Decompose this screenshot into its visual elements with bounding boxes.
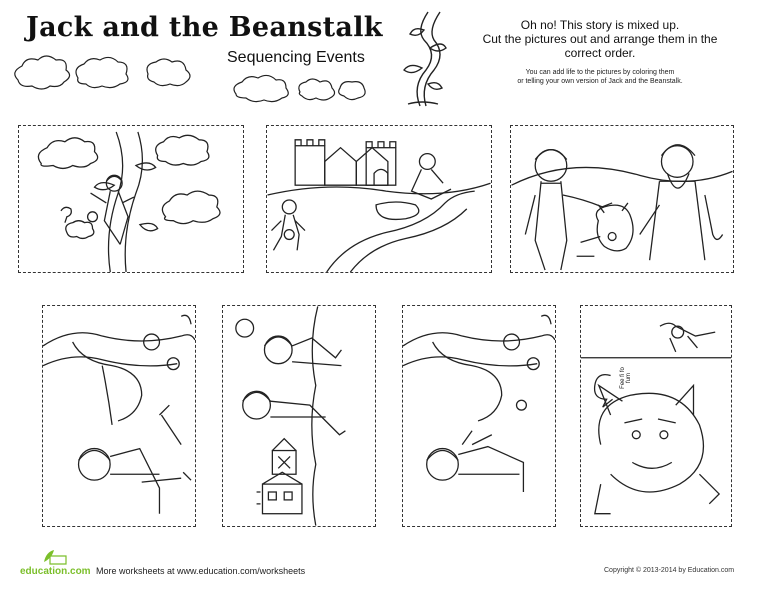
instructions-line-3: correct order. [564, 46, 636, 60]
footer-more-worksheets-link[interactable]: More worksheets at www.education.com/worksheets [96, 566, 306, 576]
giant-speech-bubble-text: Fee fi fo fum [620, 367, 632, 389]
instructions-line-2: Cut the pictures out and arrange them in the [482, 32, 718, 46]
jack-trades-cow-illustration [511, 126, 733, 272]
jack-climbing-beanstalk-illustration [19, 126, 243, 272]
instructions-small-line-2: or telling your own version of Jack and the Beanstalk. [517, 78, 683, 85]
giant-roars-illustration [581, 306, 731, 526]
story-card-2[interactable] [266, 125, 492, 273]
instructions-small [470, 68, 730, 86]
page-subtitle: Sequencing Events [227, 49, 365, 66]
story-card-1[interactable] [18, 125, 244, 273]
jack-chops-beanstalk-illustration [43, 306, 195, 526]
jack-and-mother-farm-illustration [223, 306, 375, 526]
story-card-4[interactable] [42, 305, 196, 527]
instructions-small-line-1: You can add life to the pictures by coloring them [525, 69, 675, 76]
header-cloud-right-illustration [228, 72, 378, 106]
jack-at-beanstalk-illustration [403, 306, 555, 526]
giant-castle-path-illustration [267, 126, 491, 272]
header-clouds-illustration [8, 52, 228, 92]
story-card-5[interactable] [222, 305, 376, 527]
instructions-line-1: Oh no! This story is mixed up. [520, 18, 680, 32]
story-card-7[interactable] [580, 305, 732, 527]
page-title: Jack and the Beanstalk [26, 12, 383, 43]
story-card-6[interactable] [402, 305, 556, 527]
beanstalk-decoration-illustration [398, 8, 448, 108]
story-card-3[interactable] [510, 125, 734, 273]
footer-brand[interactable]: education.com [20, 566, 91, 577]
footer-copyright: Copyright © 2013-2014 by Education.com [604, 567, 735, 574]
instructions-block [455, 18, 745, 60]
